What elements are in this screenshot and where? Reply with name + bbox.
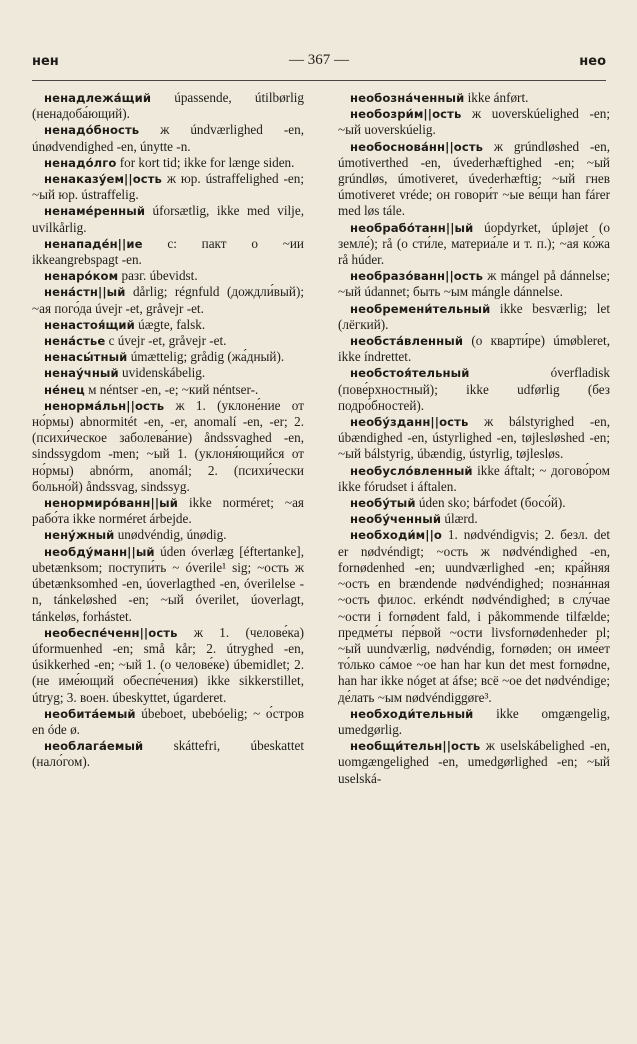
- dictionary-entry: [32, 382, 304, 398]
- entry-headword: необходи́тельный: [350, 706, 474, 721]
- entry-definition: unødvéndig, únødig.: [114, 527, 227, 543]
- dictionary-entry: [338, 414, 610, 463]
- entry-definition: м néntser -en, -e; ~кий néntser-.: [84, 381, 259, 397]
- entry-definition: ikke omgængelig, umedgørlig.: [338, 705, 610, 737]
- entry-definition: ikke besværlig; let (лёгкий).: [338, 300, 610, 332]
- dictionary-entry: [338, 106, 610, 138]
- entry-definition: óverfladisk (пове́рхностный); ikke udførlig (без подро́бностей).: [338, 365, 610, 413]
- page-number: — 367 —: [289, 52, 349, 68]
- dictionary-entry: [338, 333, 610, 365]
- right-guide-word: нео: [579, 54, 606, 69]
- entry-headword: необита́емый: [44, 706, 136, 721]
- entry-headword: ненастоя́щий: [44, 317, 135, 332]
- dictionary-entry: [338, 301, 610, 333]
- entry-headword: необозри́м||ость: [350, 107, 462, 122]
- entry-definition: ikke áftalt; ~ догово́ром ikke fórudset i áftalen.: [338, 462, 610, 494]
- entry-headword: ненападе́н||ие: [44, 236, 143, 251]
- dictionary-entry: [338, 495, 610, 511]
- entry-headword: ненадо́лго: [44, 155, 117, 170]
- dictionary-entry: [338, 139, 610, 220]
- entry-definition: ж юр. ústraffelighed -en; ~ый юр. ústraffelig.: [32, 171, 304, 203]
- dictionary-entry: [32, 738, 304, 770]
- dictionary-entry: [32, 706, 304, 738]
- entry-headword: ненасы́тный: [44, 350, 128, 365]
- entry-headword: необду́манн||ый: [44, 544, 155, 559]
- entry-definition: úforsætlig, ikke med vilje, uvilkårlig.: [32, 203, 304, 235]
- entry-headword: необоснова́нн||ость: [350, 139, 484, 154]
- entry-definition: ж 1. (челове́ка) úformuenhed -en; små kår; 2. útryghed -en, úsikkerhed -en; ~ый 1. (о челове́ке) úbemidlet; 2. (не име́ющий обеспе́чения) ikke sikkerstillet, útryg; 3. воен. úbeskyttet, úgarderet.: [32, 624, 304, 705]
- dictionary-entry: [32, 398, 304, 495]
- entry-headword: необлага́емый: [44, 739, 144, 754]
- entry-definition: ж bálstyrighed -en, úbændighed -en, ústyrlighed -en, tøjlesløshed -en; ~ый bálstyrig, úbændig, ústyrlig, tøjlesløs.: [338, 414, 610, 462]
- entry-headword: необходи́м||о: [350, 528, 442, 543]
- entry-headword: ненадо́бность: [44, 123, 140, 138]
- entry-headword: ненаме́ренный: [44, 204, 146, 219]
- entry-headword: необремени́тельный: [350, 301, 491, 316]
- entry-definition: úlærd.: [441, 511, 478, 527]
- right-column: [338, 90, 610, 787]
- dictionary-entry: [32, 527, 304, 543]
- entry-definition: ikke ánført.: [464, 90, 529, 105]
- entry-headword: ненаро́ком: [44, 269, 119, 284]
- entry-headword: необозна́ченный: [350, 91, 465, 105]
- entry-headword: нену́жный: [44, 528, 115, 543]
- entry-definition: с: пакт о ~ии ikkeangrebspagt -en.: [32, 235, 304, 268]
- dictionary-entry: [32, 365, 304, 381]
- dictionary-entry: [32, 203, 304, 235]
- left-guide-word: нен: [32, 54, 59, 69]
- entry-headword: ненадлежа́щий: [44, 91, 152, 105]
- entry-definition: 1. nødvéndigvis; 2. безл. det er nødvéndigt; ~ость ж nødvéndighed -en, fornødenhed -en; uundværlighed -en; кра́йняя ~ость en brændende nødvéndighed; позна́нная ~ость филос. erkéndt nødvéndighed; в слу́чае ~ости i fornødent fald, i påkommende tilfælde; предме́ты пе́рвой ~ости livsfornødenheder pl; ~ый uundværlig, nødvéndig, fornøden; он име́ет то́лько са́мое ~ое han har kun det mest fornødne, han har ikke nóget at áfse; всё ~ое det nødvéndige; де́лать ~ым nødvéndiggøre³.: [338, 527, 610, 705]
- entry-headword: необу́зданн||ость: [350, 415, 469, 430]
- dictionary-entry: [32, 268, 304, 284]
- entry-definition: uvidenskábelig.: [118, 365, 206, 381]
- dictionary-entry: [32, 171, 304, 203]
- entry-headword: нена́стн||ый: [44, 285, 126, 300]
- entry-headword: не́нец: [44, 382, 85, 397]
- dictionary-entry: [32, 236, 304, 268]
- entry-headword: необщи́тельн||ость: [350, 739, 481, 754]
- entry-headword: ненау́чный: [44, 366, 119, 381]
- dictionary-entry: [32, 495, 304, 527]
- dictionary-entry: [32, 349, 304, 365]
- entry-headword: необусло́вленный: [350, 463, 473, 478]
- entry-definition: разг. úbevidst.: [118, 268, 198, 284]
- entry-definition: úopdyrket, úpløjet (о земле́); rå (о сти́ле, материа́ле и т. п.); ~ая ко́жа rå húder.: [338, 219, 610, 268]
- entry-definition: úbeboet, ubebóelig; ~ о́стров en óde ø.: [32, 705, 304, 737]
- entry-definition: ж úndværlighed -en, únødvendighed -en, únytte -n.: [32, 122, 304, 154]
- entry-definition: ж 1. (уклоне́ние от но́рмы) abnormitét -en, -er, anomalí -en, -er; 2. (психи́ческое заболева́ние) åndssvaghed -en, sindssygdom -men; ~ый 1. (уклоня́ющийся от но́рмы) abnórm, anomál; 2. (психи́чески больно́й) åndssvag, sindssyg.: [32, 397, 304, 494]
- entry-definition: ж mángel på dánnelse; ~ый údannet; быть ~ым mángle dánnelse.: [338, 268, 610, 300]
- entry-headword: ненормиро́ванн||ый: [44, 496, 178, 511]
- entry-definition: ж grúndløshed -en, úmotiverthed -en, úvederhæftighed -en; ~ый grúndløs, úmotiveret, úvederhæftig; ~ый гнев úmotiveret vréde; он говори́т ~ые ве́щи han fárer med løs tále.: [338, 138, 610, 219]
- entry-definition: úden óverlæg [éftertanke], ubetænksom; поступи́ть ~ óverile¹ sig; ~ость ж úbetænksomhed -en, úoverlagthed -en, óverilelse -n, tánkeløshed -en; ~ый óverilet, úoverlagt, tánkeløs, forhástet.: [32, 543, 304, 624]
- entry-headword: нена́стье: [44, 334, 106, 349]
- entry-definition: dårlig; régnfuld (дождли́вый); ~ая пого́да úvejr -et, gråvejr -et.: [32, 284, 304, 316]
- entry-headword: необу́ченный: [350, 512, 442, 527]
- entry-definition: úægte, falsk.: [134, 316, 206, 332]
- entry-definition: úden sko; bárfodet (босо́й).: [415, 495, 566, 511]
- entry-definition: ж uselskábelighed -en, uomgængelighed -en, umedgørlighed -en; ~ый uselská-: [338, 738, 610, 786]
- dictionary-entry: [338, 511, 610, 527]
- dictionary-entry: [338, 527, 610, 705]
- entry-definition: úpassende, útilbørlig (ненадоба́ющий).: [32, 90, 304, 122]
- entry-definition: skáttefri, úbeskattet (нало́гом).: [32, 738, 304, 770]
- entry-headword: необу́тый: [350, 496, 416, 511]
- entry-headword: ненорма́льн||ость: [44, 398, 165, 413]
- dictionary-entry: [338, 706, 610, 738]
- dictionary-entry: [32, 625, 304, 706]
- entry-definition: úmættelig; grådig (жа́дный).: [127, 349, 285, 365]
- dictionary-entry: [338, 90, 610, 106]
- dictionary-entry: [338, 738, 610, 787]
- dictionary-entry: [32, 155, 304, 171]
- entry-definition: с úvejr -et, gråvejr -et.: [105, 333, 227, 349]
- dictionary-entry: [32, 333, 304, 349]
- entry-headword: ненаказу́ем||ость: [44, 172, 162, 187]
- dictionary-entry: [32, 284, 304, 316]
- page-header: [32, 52, 606, 74]
- dictionary-entry: [32, 317, 304, 333]
- left-column: [32, 90, 304, 771]
- dictionary-entry: [32, 544, 304, 625]
- dictionary-entry: [338, 220, 610, 269]
- entry-definition: for kort tid; ikke for længe siden.: [116, 154, 295, 170]
- entry-definition: (о кварти́ре) úmøbleret, ikke índrettet.: [338, 333, 610, 365]
- dictionary-entry: [338, 463, 610, 495]
- entry-headword: необразо́ванн||ость: [350, 269, 484, 284]
- dictionary-entry: [32, 122, 304, 154]
- header-rule: [32, 80, 606, 81]
- dictionary-entry: [32, 90, 304, 122]
- entry-headword: необрабо́танн||ый: [350, 220, 474, 235]
- dictionary-entry: [338, 268, 610, 300]
- entry-headword: необста́вленный: [350, 334, 464, 349]
- entry-headword: необеспе́ченн||ость: [44, 625, 178, 640]
- entry-definition: ikke norméret; ~ая рабо́та ikke norméret árbejde.: [32, 495, 304, 527]
- entry-headword: необстоя́тельный: [350, 366, 470, 381]
- dictionary-entry: [338, 365, 610, 414]
- entry-definition: ж uoverskúelighed -en; ~ый uoverskúelig.: [338, 106, 610, 138]
